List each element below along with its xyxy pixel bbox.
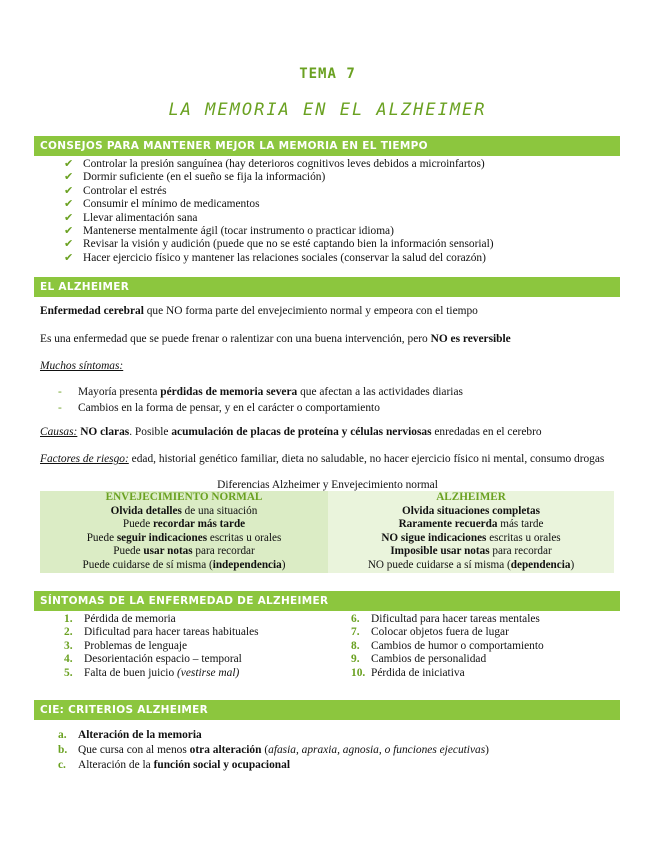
sintomas-label: Muchos síntomas: [40,360,124,372]
section-header-alzheimer: EL ALZHEIMER [34,277,620,297]
list-item: 10. Pérdida de iniciativa [351,666,465,679]
dash-bullet: - [58,402,62,414]
factores-paragraph: Factores de riesgo: edad, historial genético familiar, dieta no saludable, no hacer ejercicio físico ni mental, consumo drogas [40,453,605,465]
check-icon: ✔ [64,158,74,170]
list-item: ✔ Hacer ejercicio físico y mantener las relaciones sociales (conservar la salud del corazón) [64,251,486,264]
list-item: 4. Desorientación espacio – temporal [64,653,242,666]
check-icon: ✔ [64,251,74,264]
list-item: ✔ Controlar la presión sanguínea (hay deterioros cognitivos leves debidos a microinfartos) [64,158,485,170]
comparison-table [40,491,614,573]
definition-paragraph: Enfermedad cerebral que NO forma parte del envejecimiento normal y empeora con el tiempo [40,305,478,317]
list-item: 7. Colocar objetos fuera de lugar [351,626,509,639]
page-title: TEMA 7 [299,66,356,82]
list-item: b. Que cursa con al menos otra alteración (afasia, apraxia, agnosia, o funciones ejecutivas) [58,744,489,756]
list-item: 9. Cambios de personalidad [351,653,487,666]
dash-bullet: - [58,386,62,398]
list-item: 2. Dificultad para hacer tareas habituales [64,626,259,639]
check-icon: ✔ [64,238,74,251]
consejos-list [64,158,494,265]
list-item: 1. Pérdida de memoria [64,613,176,625]
check-icon: ✔ [64,224,74,237]
check-icon: ✔ [64,198,74,211]
check-icon: ✔ [64,171,74,184]
list-item: ✔ Mantenerse mentalmente ágil (tocar instrumento o practicar idioma) [64,224,394,237]
list-item: - Cambios en la forma de pensar, y en el carácter o comportamiento [58,402,380,414]
list-item: ✔ Consumir el mínimo de medicamentos [64,198,260,211]
table-row: Olvida detalles de una situación Olvida situaciones completas [40,505,614,519]
section-header-sintomas: SÍNTOMAS DE LA ENFERMEDAD DE ALZHEIMER [34,591,620,611]
table-header-row [40,491,614,505]
list-item: - Mayoría presenta pérdidas de memoria severa que afectan a las actividades diarias [58,386,463,398]
list-item: ✔ Revisar la visión y audición (puede que no se esté captando bien la información sensorial) [64,238,494,251]
check-icon: ✔ [64,211,74,224]
table-row: Puede seguir indicaciones escritas u orales NO sigue indicaciones escritas u orales [40,532,614,546]
section-header-consejos: CONSEJOS PARA MANTENER MEJOR LA MEMORIA EN EL TIEMPO [34,136,620,156]
list-item: a. Alteración de la memoria [58,729,202,741]
list-item: ✔ Llevar alimentación sana [64,211,198,224]
list-item: 5. Falta de buen juicio (vestirse mal) [64,666,240,679]
column-header-normal: ENVEJECIMIENTO NORMAL [40,491,328,505]
list-item: 8. Cambios de humor o comportamiento [351,639,544,652]
page-subtitle: LA MEMORIA EN EL ALZHEIMER [168,100,487,120]
table-caption: Diferencias Alzheimer y Envejecimiento normal [217,479,438,491]
reversibility-paragraph: Es una enfermedad que se puede frenar o ralentizar con una buena intervención, pero NO es reversible [40,333,511,345]
list-item: ✔ Controlar el estrés [64,184,167,197]
section-header-cie: CIE: CRITERIOS ALZHEIMER [34,700,620,720]
sintomas-list-right [351,613,544,680]
table-row: Puede cuidarse de sí misma (independencia) NO puede cuidarse a sí misma (dependencia) [40,559,614,573]
cie-list [58,728,489,773]
list-item: c. Alteración de la función social y ocupacional [58,759,290,771]
causas-paragraph: Causas: NO claras. Posible acumulación de placas de proteína y células nerviosas enredadas en el cerebro [40,426,542,438]
table-row: Puede usar notas para recordar Imposible usar notas para recordar [40,545,614,559]
list-item: 3. Problemas de lenguaje [64,639,188,652]
sintomas-list-left [64,613,259,680]
table-row: Puede recordar más tarde Raramente recuerda más tarde [40,518,614,532]
column-header-alzheimer: ALZHEIMER [328,491,614,505]
check-icon: ✔ [64,184,74,197]
sintomas-list [58,384,463,416]
list-item: 6. Dificultad para hacer tareas mentales [351,613,540,625]
list-item: ✔ Dormir suficiente (en el sueño se fija la información) [64,171,326,184]
